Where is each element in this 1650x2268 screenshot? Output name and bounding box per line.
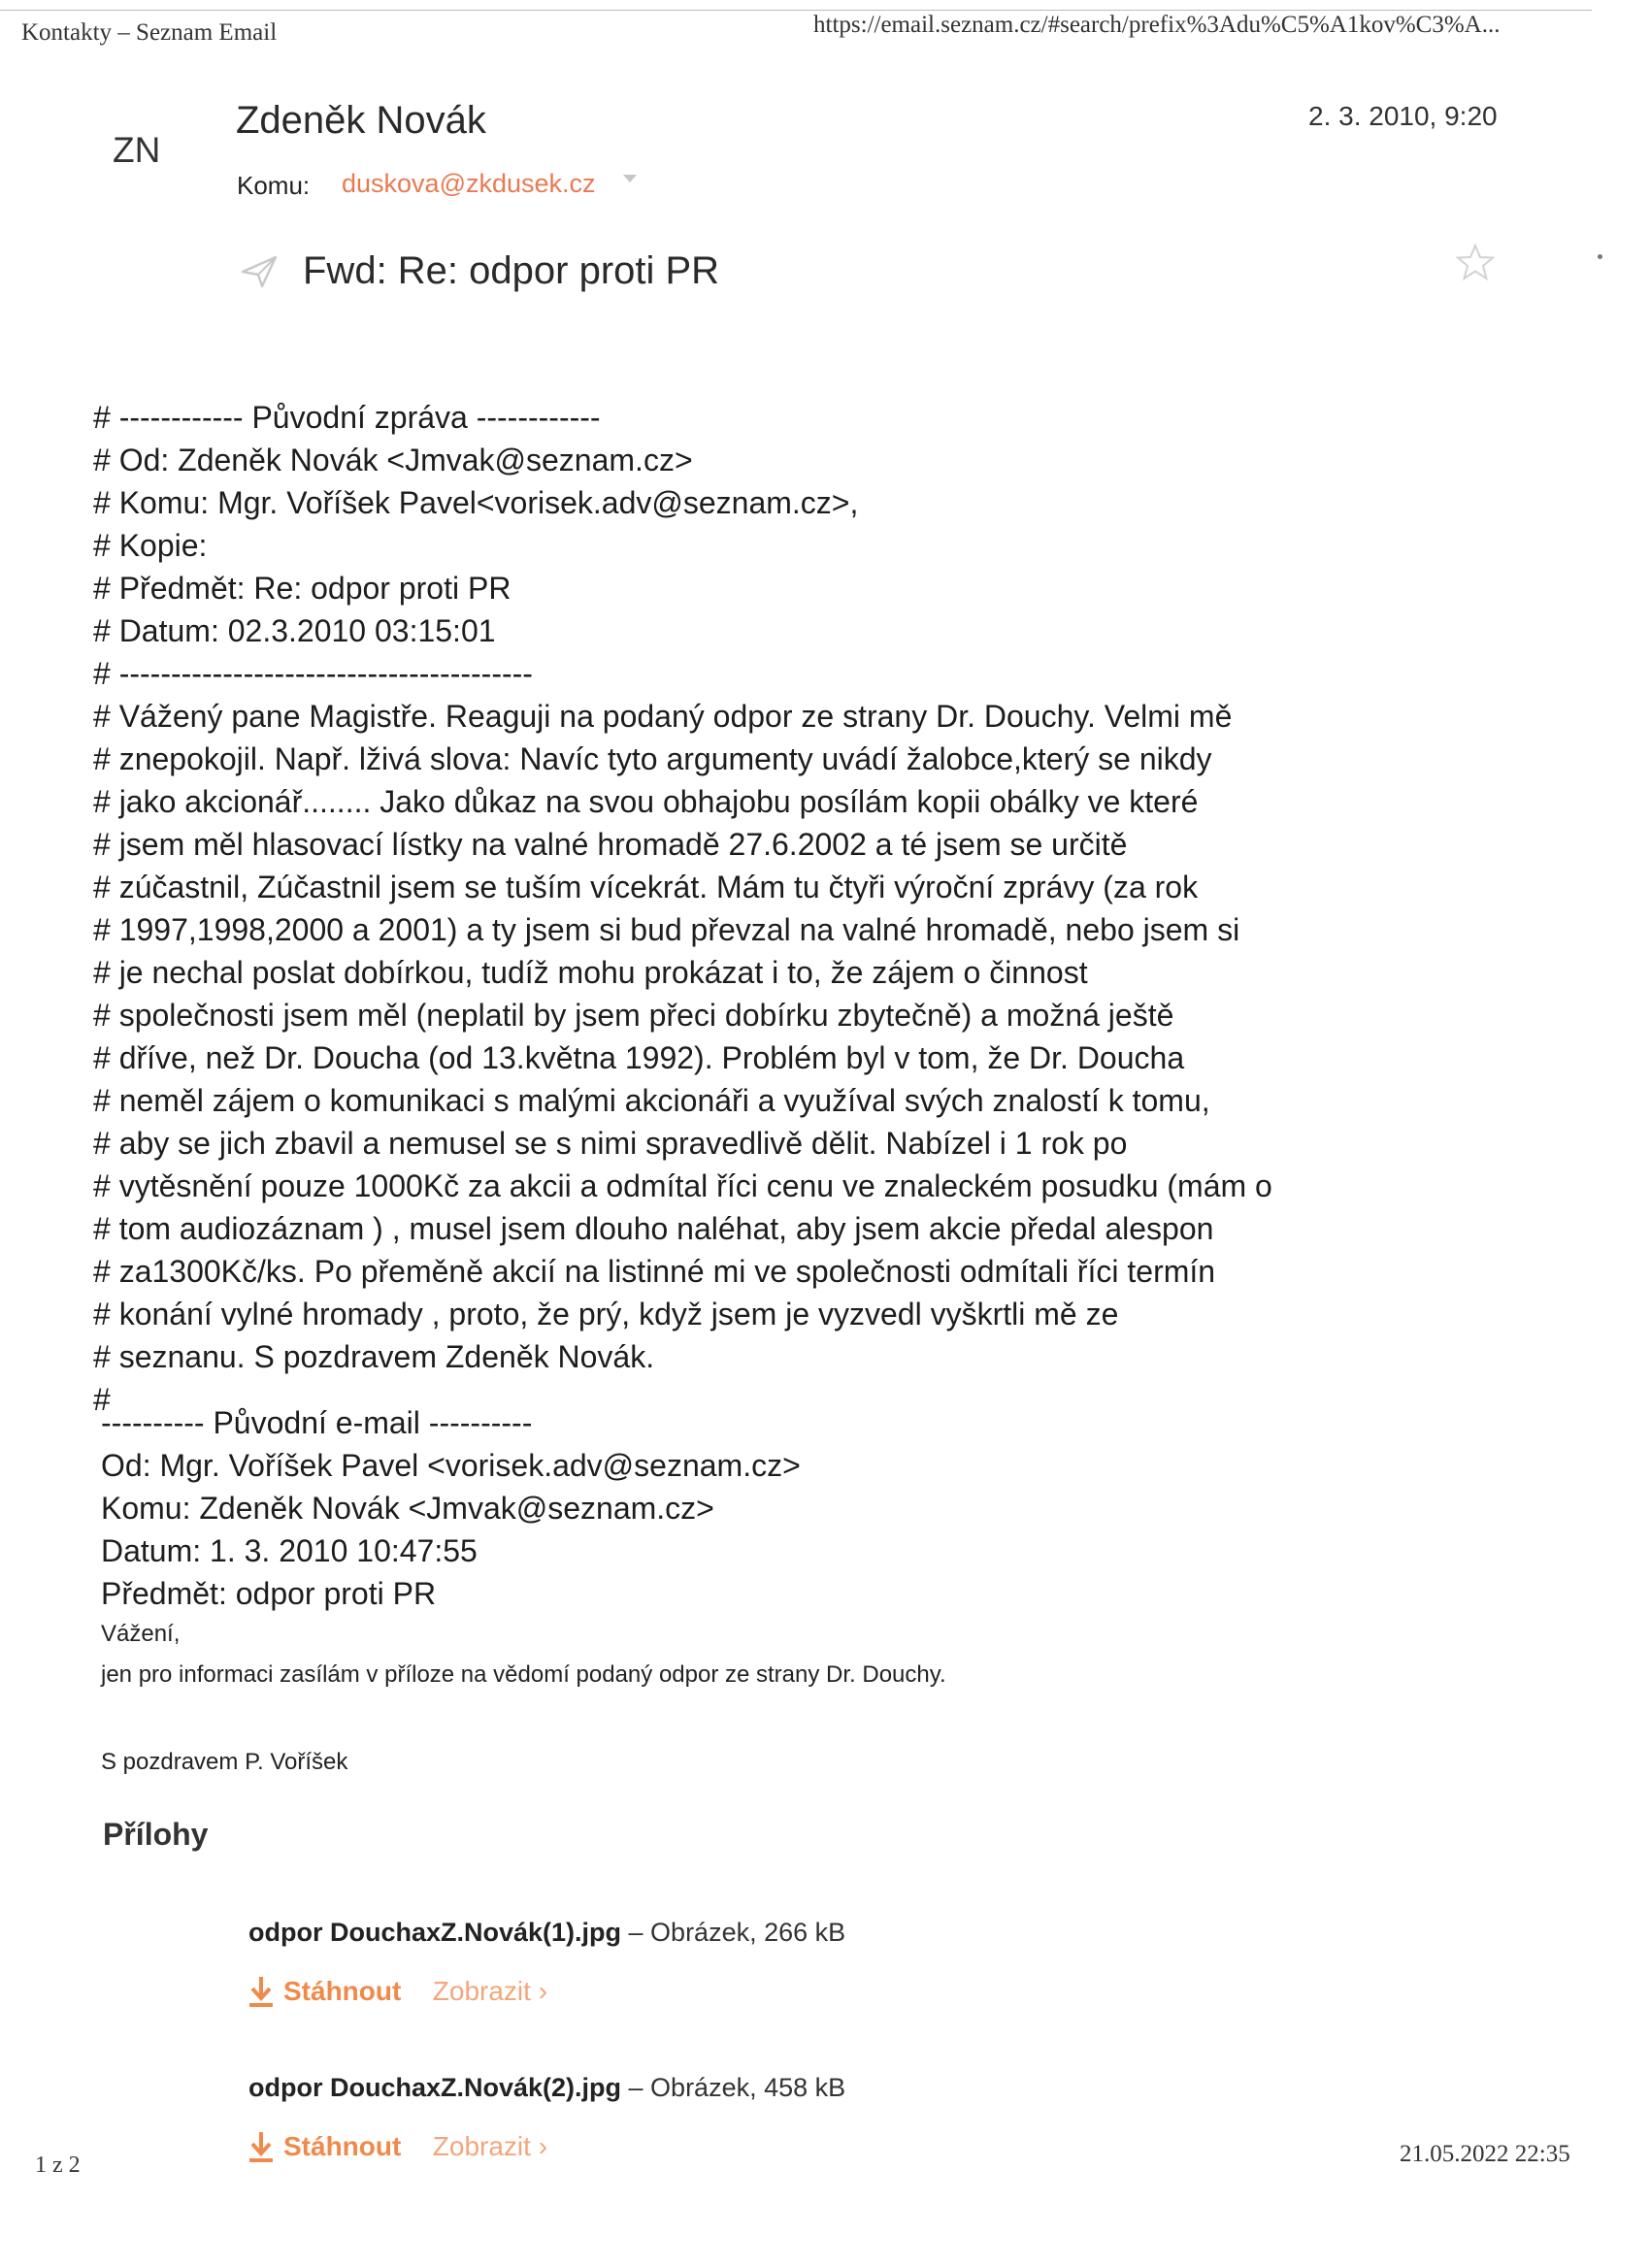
forwarded-icon: [241, 255, 278, 288]
quoted-line: # Od: Zdeněk Novák <Jmvak@seznam.cz>: [93, 443, 693, 477]
star-icon[interactable]: [1456, 243, 1495, 281]
download-icon: [248, 2130, 274, 2163]
quoted-line: # konání vylné hromady , proto, že prý, když jsem je vyzvedl vyškrtli mě ze: [93, 1297, 1119, 1331]
quoted-line: # zúčastnil, Zúčastnil jsem se tuším vícekrát. Mám tu čtyři výroční zprávy (za rok: [93, 870, 1199, 904]
attachment-filename: odpor DouchaxZ.Novák(1).jpg: [248, 1918, 622, 1947]
print-page-title: Kontakty – Seznam Email: [21, 19, 278, 46]
quoted-line: # Komu: Mgr. Voříšek Pavel<vorisek.adv@seznam.cz>,: [93, 485, 859, 520]
message-subject: Fwd: Re: odpor proti PR: [303, 249, 720, 292]
attachments-heading: Přílohy: [103, 1817, 209, 1852]
quoted-line: # jako akcionář........ Jako důkaz na svou obhajobu posílám kopii obálky ve které: [93, 784, 1199, 819]
quoted-line: # za1300Kč/ks. Po přeměně akcií na listinné mi ve společnosti odmítali říci termín: [93, 1254, 1216, 1289]
page-edge-line: [0, 10, 1592, 11]
print-page-url: https://email.seznam.cz/#search/prefix%3Adu%C5%A1kov%C3%A...: [813, 12, 1501, 38]
original-email-greeting: Vážení,: [101, 1621, 181, 1647]
quoted-line: # je nechal poslat dobírkou, tudíž mohu prokázat i to, že zájem o činnost: [93, 955, 1088, 990]
original-email-from: Od: Mgr. Voříšek Pavel <vorisek.adv@seznam.cz>: [101, 1448, 801, 1483]
quoted-line: # Datum: 02.3.2010 03:15:01: [93, 613, 496, 648]
message-date: 2. 3. 2010, 9:20: [1308, 101, 1498, 131]
quoted-line: # 1997,1998,2000 a 2001) a ty jsem si bud převzal na valné hromadě, nebo jsem si: [93, 912, 1240, 947]
original-email-subject: Předmět: odpor proti PR: [101, 1576, 437, 1611]
attachment-meta: – Obrázek, 458 kB: [621, 2073, 846, 2102]
original-email-signature: S pozdravem P. Voříšek: [101, 1749, 348, 1775]
quoted-line: # jsem měl hlasovací lístky na valné hromadě 27.6.2002 a té jsem se určitě: [93, 827, 1128, 862]
sender-name[interactable]: Zdeněk Novák: [236, 99, 486, 142]
download-button[interactable]: [248, 1976, 406, 2006]
original-email-to: Komu: Zdeněk Novák <Jmvak@seznam.cz>: [101, 1491, 714, 1526]
quoted-line: # ------------ Původní zpráva ------------: [93, 400, 601, 435]
attachment-item: [248, 2073, 845, 2169]
download-label: Stáhnout: [283, 2131, 402, 2161]
quoted-message: [93, 396, 1374, 1421]
original-email-header: [101, 1401, 801, 1615]
attachment-meta: – Obrázek, 266 kB: [621, 1918, 846, 1947]
quoted-line: # tom audiozáznam ) , musel jsem dlouho naléhat, aby jsem akcie předal alespon: [93, 1211, 1214, 1246]
attachment-item: [248, 1918, 845, 2014]
quoted-line: # vytěsnění pouze 1000Kč za akcii a odmítal říci cenu ve znaleckém posudku (mám o: [93, 1168, 1272, 1203]
page-number: 1 z 2: [35, 2153, 81, 2178]
scan-speck: [1598, 254, 1602, 259]
recipient-dropdown-icon[interactable]: [623, 175, 637, 182]
quoted-line: # aby se jich zbavil a nemusel se s nimi spravedlivě dělit. Nabízel i 1 rok po: [93, 1126, 1128, 1161]
show-link[interactable]: Zobrazit ›: [432, 1976, 548, 2006]
quoted-line: # Kopie:: [93, 528, 208, 563]
original-email-separator: ---------- Původní e-mail ----------: [101, 1405, 533, 1440]
quoted-line: # ----------------------------------------: [93, 656, 533, 691]
original-email-body: jen pro informaci zasílám v příloze na vědomí podaný odpor ze strany Dr. Douchy.: [101, 1661, 946, 1688]
recipient-label: Komu:: [237, 171, 311, 200]
quoted-line: # dříve, než Dr. Doucha (od 13.května 1992). Problém byl v tom, že Dr. Doucha: [93, 1040, 1185, 1075]
quoted-line: # Předmět: Re: odpor proti PR: [93, 571, 512, 606]
original-email-date: Datum: 1. 3. 2010 10:47:55: [101, 1533, 478, 1568]
download-button[interactable]: [248, 2131, 406, 2161]
printed-timestamp: 21.05.2022 22:35: [1400, 2141, 1570, 2167]
quoted-line: # společnosti jsem měl (neplatil by jsem přeci dobírku zbytečně) a možná ještě: [93, 998, 1174, 1033]
quoted-line: # neměl zájem o komunikaci s malými akcionáři a využíval svých znalostí k tomu,: [93, 1083, 1210, 1118]
quoted-line: # Vážený pane Magistře. Reaguji na podaný odpor ze strany Dr. Douchy. Velmi mě: [93, 699, 1233, 734]
attachment-filename: odpor DouchaxZ.Novák(2).jpg: [248, 2073, 622, 2102]
quoted-line: # znepokojil. Např. lživá slova: Navíc tyto argumenty uvádí žalobce,který se nikdy: [93, 741, 1212, 776]
quoted-line: # seznanu. S pozdravem Zdeněk Novák.: [93, 1339, 655, 1374]
quoted-line: #: [93, 1382, 111, 1417]
download-label: Stáhnout: [283, 1976, 402, 2006]
avatar: ZN: [113, 130, 161, 170]
recipient-address[interactable]: duskova@zkdusek.cz: [342, 169, 596, 198]
show-link[interactable]: Zobrazit ›: [432, 2131, 548, 2161]
download-icon: [248, 1975, 274, 2008]
